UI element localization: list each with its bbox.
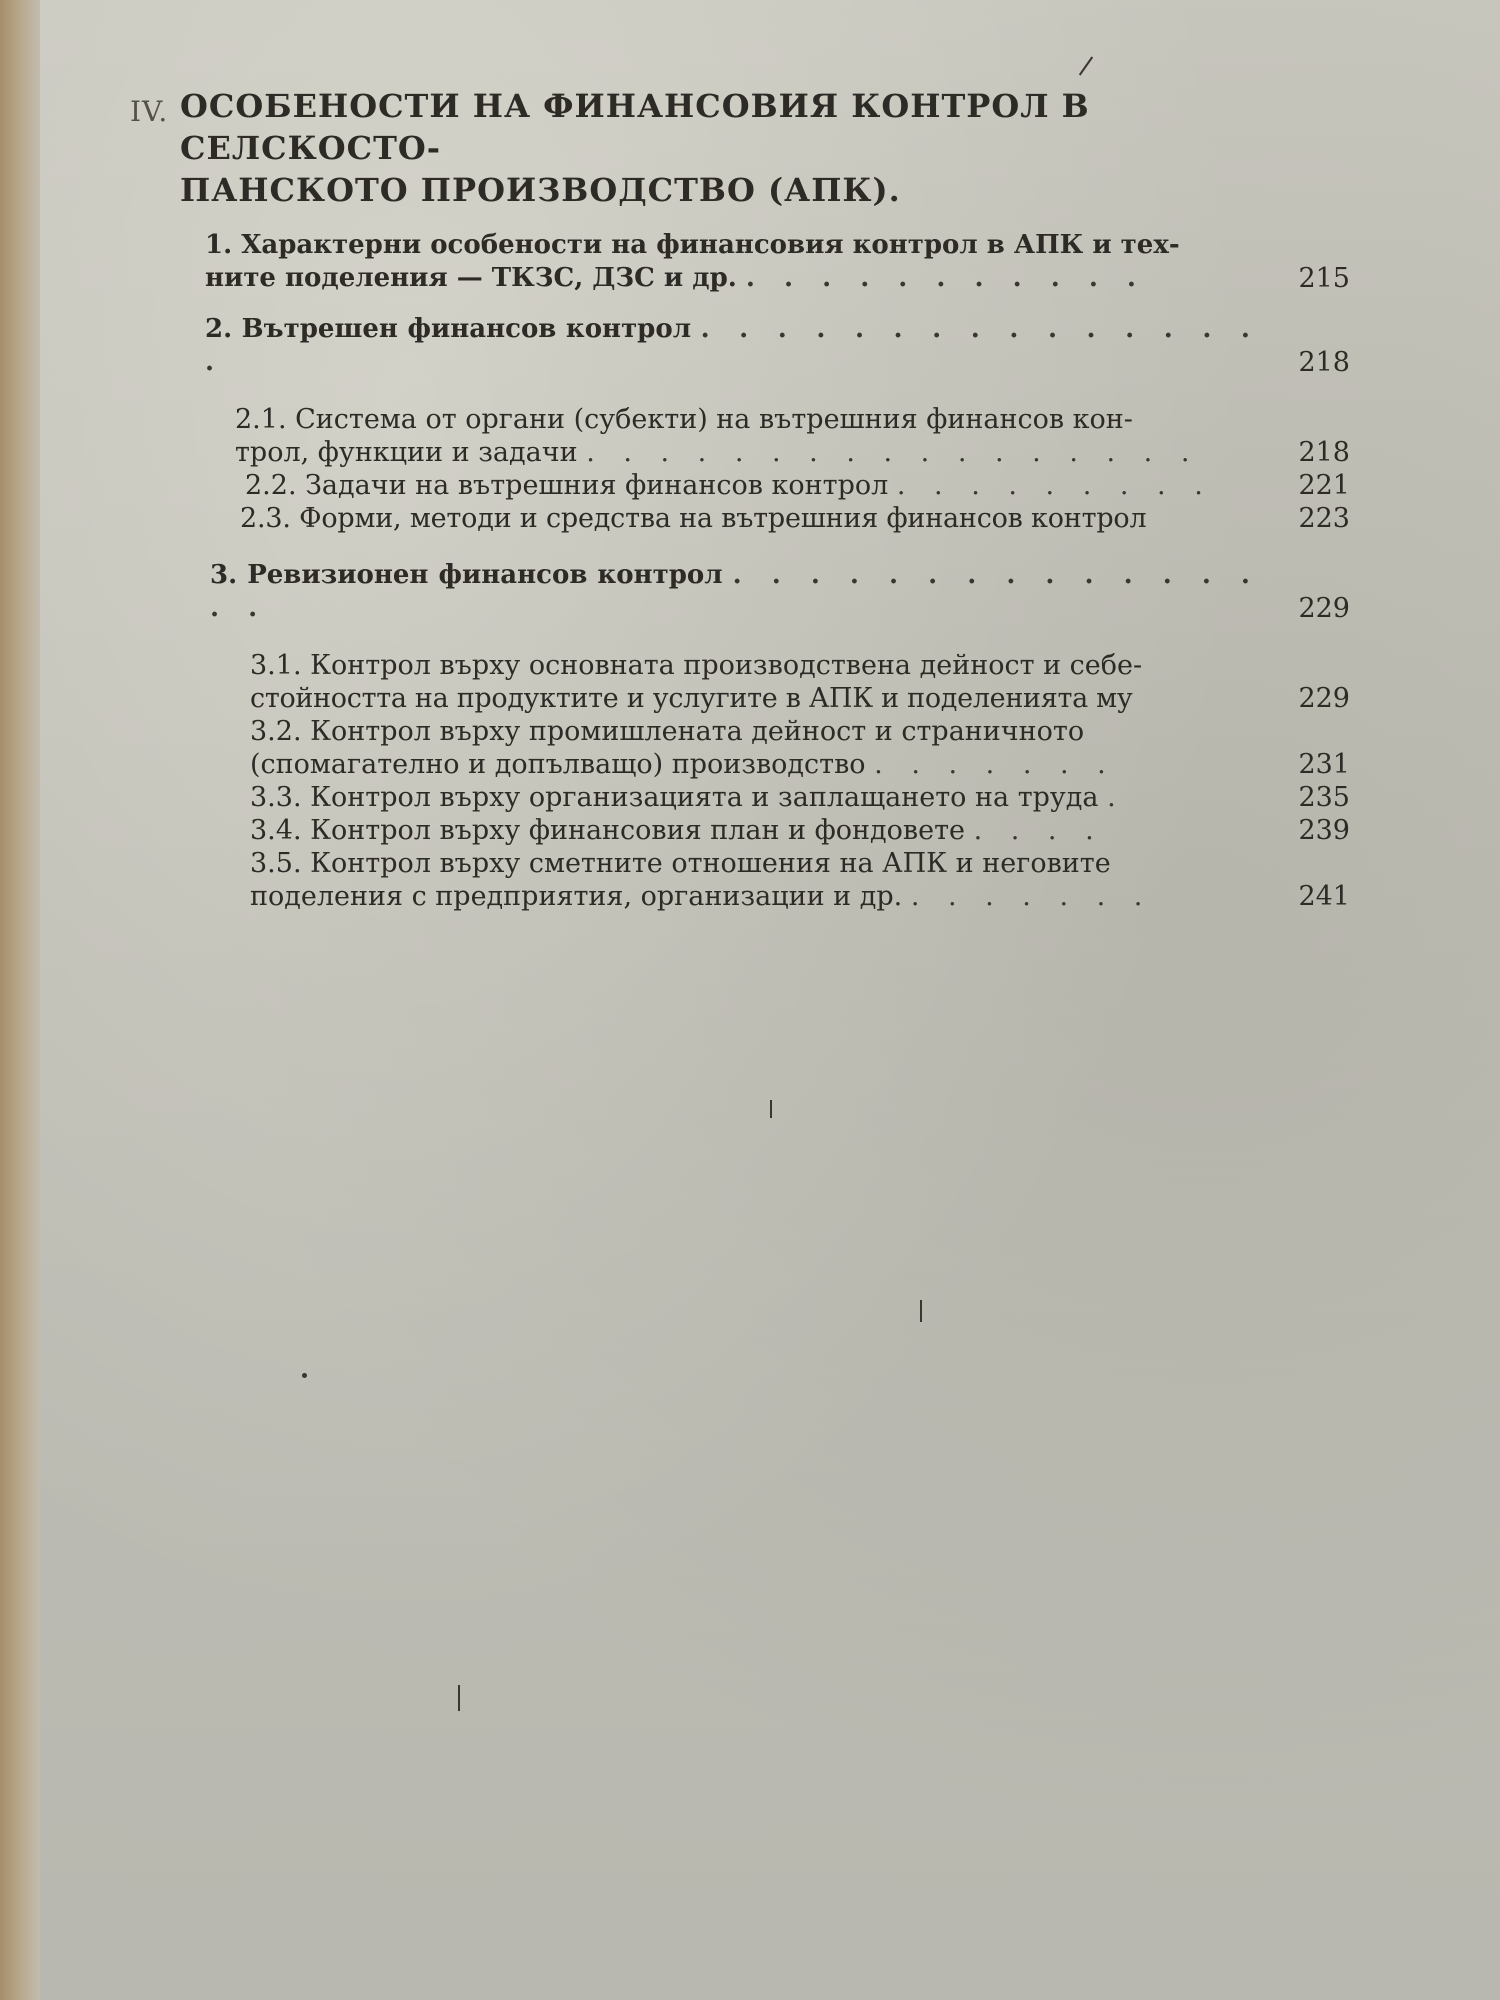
paper-speck	[458, 1685, 460, 1711]
toc-entry-2	[205, 313, 1350, 379]
dot-leader: . . . . . . . . .	[896, 470, 1213, 501]
dot-leader: . . . . . . . . . . . . . . . .	[205, 314, 1260, 377]
toc-entry-2-1	[235, 403, 1350, 469]
toc-page-number: 218	[1298, 347, 1350, 378]
toc-entry-title-line: 3.2. Контрол върху промишлената дейност и страничното	[250, 716, 1085, 747]
paper-speck	[1079, 56, 1093, 75]
toc-entry-title-line: 2.2. Задачи на вътрешния финансов контрол . . . . . . . . .	[245, 470, 1213, 501]
dot-leader: . . . . . . . . . . . . . . . .	[210, 560, 1260, 623]
chapter-title-line-1: ОСОБЕНОСТИ НА ФИНАНСОВИЯ КОНТРОЛ В СЕЛСКОСТО-	[180, 87, 1090, 167]
book-page-edge	[0, 0, 40, 2000]
toc-entry-title-line: 3. Ревизионен финансов контрол . . . . . . . . . . . . . . . .	[210, 560, 1260, 623]
book-page	[40, 0, 1500, 2000]
toc-entry-2-2	[245, 469, 1350, 502]
toc-entry-3	[210, 559, 1350, 625]
toc-entry-1	[205, 229, 1350, 295]
toc-page-number: 239	[1298, 815, 1350, 846]
chapter-number: IV.	[130, 95, 169, 128]
toc-entry-title-line: поделения с предприятия, организации и др. . . . . . . .	[250, 881, 1153, 912]
toc-page-number: 223	[1298, 503, 1350, 534]
toc-entry-title-line: 2.3. Форми, методи и средства на вътрешния финансов контрол	[240, 503, 1147, 534]
toc-page-number: 221	[1298, 470, 1350, 501]
chapter-title-line-2: ПАНСКОТО ПРОИЗВОДСТВО (АПК).	[180, 171, 901, 209]
toc-entry-3-1	[250, 649, 1350, 715]
paper-speck	[920, 1300, 922, 1322]
toc-entry-3-4	[250, 814, 1350, 847]
dot-leader: . . . . . . . . . . .	[745, 263, 1146, 293]
toc-entry-3-5	[250, 847, 1350, 913]
chapter-heading	[130, 85, 1310, 211]
toc-page-number: 229	[1298, 593, 1350, 624]
toc-entry-3-3	[250, 781, 1350, 814]
toc-entry-title-line: трол, функции и задачи . . . . . . . . . . . . . . . . .	[235, 437, 1200, 468]
dot-leader: . . . . . . . . . . . . . . . . .	[586, 437, 1200, 468]
toc-page-number: 235	[1298, 782, 1350, 813]
dot-leader: . . . .	[973, 815, 1104, 846]
toc-entry-title-line: 2.1. Система от органи (субекти) на вътрешния финансов кон-	[235, 404, 1133, 435]
toc-entry-2-3	[240, 502, 1350, 535]
toc-entry-title-line: 2. Вътрешен финансов контрол . . . . . . . . . . . . . . . .	[205, 314, 1260, 377]
toc-page-number: 231	[1298, 749, 1350, 780]
dot-leader: . . . . . . .	[874, 749, 1116, 780]
toc-entry-title-line: 3.5. Контрол върху сметните отношения на АПК и неговите	[250, 848, 1111, 879]
toc-entry-title-line: 3.1. Контрол върху основната производствена дейност и себе-	[250, 650, 1143, 681]
toc-page-number: 229	[1298, 683, 1350, 714]
toc-page-number: 215	[1298, 263, 1350, 294]
toc-entry-title-line: ните поделения — ТКЗС, ДЗС и др. . . . . . . . . . . .	[205, 263, 1146, 293]
dot-leader: .	[1107, 782, 1126, 813]
toc-entry-3-2	[250, 715, 1350, 781]
toc-entry-title-line: (спомагателно и допълващо) производство . . . . . . .	[250, 749, 1116, 780]
toc-entry-title-line: 1. Характерни особености на финансовия контрол в АПК и тех-	[205, 230, 1180, 260]
dot-leader: . . . . . . .	[910, 881, 1153, 912]
table-of-contents	[130, 85, 1350, 913]
toc-entry-title-line: 3.4. Контрол върху финансовия план и фондовете . . . .	[250, 815, 1104, 846]
paper-speck	[770, 1100, 772, 1118]
toc-entry-title-line: 3.3. Контрол върху организацията и заплащането на труда .	[250, 782, 1126, 813]
toc-page-number: 241	[1298, 881, 1350, 912]
paper-speck	[302, 1373, 307, 1378]
toc-page-number: 218	[1298, 437, 1350, 468]
toc-entry-title-line: стойността на продуктите и услугите в АПК и поделенията му	[250, 683, 1133, 714]
